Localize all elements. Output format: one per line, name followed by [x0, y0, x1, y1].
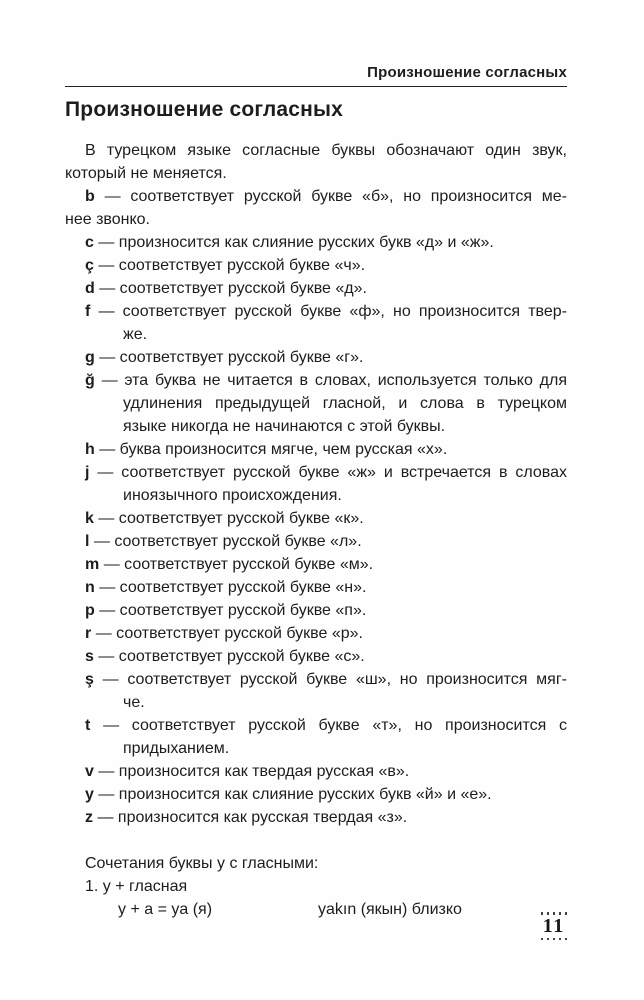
- consonant-entry: [65, 599, 567, 622]
- consonant-entry: [65, 438, 567, 461]
- page-content: [65, 0, 567, 921]
- consonant-line: [65, 645, 567, 668]
- consonant-line: [65, 714, 567, 737]
- consonant-entry: [65, 254, 567, 277]
- consonant-entry: [65, 714, 567, 760]
- consonant-letter: d: [85, 280, 95, 297]
- consonant-entry: [65, 668, 567, 714]
- intro-paragraph: [65, 139, 567, 185]
- header-divider-rule: [65, 86, 567, 87]
- consonant-line: [65, 507, 567, 530]
- consonant-line: [65, 369, 567, 392]
- consonant-continuation-line: удлинения предыдущей гласной, и слова в турецком: [123, 395, 567, 412]
- consonant-line: [65, 622, 567, 645]
- consonant-letter: z: [85, 809, 93, 826]
- consonant-letter: n: [85, 579, 95, 596]
- consonant-letter: f: [85, 303, 91, 320]
- consonant-description: — соответствует русской букве «м».: [103, 556, 374, 573]
- consonant-line: [65, 461, 567, 484]
- consonant-entry: [65, 553, 567, 576]
- consonant-line: [65, 277, 567, 300]
- consonant-description: — соответствует русской букве «б», но произносится ме-: [104, 188, 567, 205]
- consonant-description: — соответствует русской букве «ж» и встречается в словах: [97, 464, 567, 481]
- consonant-letter: s: [85, 648, 94, 665]
- consonant-description: — соответствует русской букве «р».: [95, 625, 363, 642]
- consonant-entry: [65, 461, 567, 507]
- consonant-continuation-line: придыханием.: [123, 740, 230, 757]
- consonant-line: [65, 599, 567, 622]
- consonant-letter: v: [85, 763, 94, 780]
- consonant-letter: j: [85, 464, 90, 481]
- consonant-entry: [65, 576, 567, 599]
- consonant-line: [65, 231, 567, 254]
- consonant-entry: [65, 185, 567, 231]
- combination-formula: y + a = ya (я): [118, 901, 213, 918]
- consonant-entry: [65, 369, 567, 438]
- consonant-line: [65, 553, 567, 576]
- consonant-list: [65, 185, 567, 829]
- consonant-letter: g: [85, 349, 95, 366]
- consonant-entry: [65, 277, 567, 300]
- consonant-letter: ş: [85, 671, 94, 688]
- consonant-description: — соответствует русской букве «т», но произносится с: [103, 717, 567, 734]
- consonant-line: [65, 783, 567, 806]
- consonant-letter: ç: [85, 257, 94, 274]
- consonant-line: [65, 254, 567, 277]
- page-title: Произношение согласных: [65, 98, 344, 121]
- consonant-line: [65, 438, 567, 461]
- page-number-dots-bottom: [541, 938, 568, 941]
- page-number-block: [541, 910, 568, 942]
- consonant-description: — соответствует русской букве «д».: [99, 280, 367, 297]
- consonant-description: — соответствует русской букве «с».: [98, 648, 365, 665]
- consonant-entry: [65, 645, 567, 668]
- consonant-line: [65, 300, 567, 323]
- consonant-description: — эта буква не читается в словах, используется только для: [101, 372, 567, 389]
- consonant-description: — соответствует русской букве «ш», но произносится мяг-: [102, 671, 567, 688]
- consonant-letter: ğ: [85, 372, 95, 389]
- consonant-description: — соответствует русской букве «ф», но произносится твер-: [98, 303, 567, 320]
- consonant-line: [65, 806, 567, 829]
- combinations-heading: Сочетания буквы y с гласными:: [85, 855, 319, 872]
- consonant-entry: [65, 806, 567, 829]
- consonant-letter: t: [85, 717, 91, 734]
- consonant-letter: h: [85, 441, 95, 458]
- consonant-letter: m: [85, 556, 100, 573]
- consonant-line: [65, 346, 567, 369]
- consonant-description: — буква произносится мягче, чем русская «х».: [99, 441, 448, 458]
- consonant-description: — соответствует русской букве «к».: [98, 510, 364, 527]
- consonant-entry: [65, 530, 567, 553]
- consonant-description: — произносится как слияние русских букв «й» и «е».: [98, 786, 492, 803]
- consonant-line: [65, 530, 567, 553]
- combinations-section: [65, 852, 567, 921]
- combination-example: yakın (якын) близко: [318, 901, 462, 918]
- running-header: Произношение согласных: [367, 64, 567, 81]
- consonant-continuation-line: же.: [123, 326, 148, 343]
- consonant-entry: [65, 507, 567, 530]
- consonant-continuation-line: нее звонко.: [65, 211, 150, 228]
- consonant-line: [65, 576, 567, 599]
- body-text: [65, 139, 567, 829]
- consonant-description: — произносится как твердая русская «в».: [98, 763, 410, 780]
- consonant-letter: c: [85, 234, 94, 251]
- consonant-letter: k: [85, 510, 94, 527]
- combination-example-row: [65, 898, 567, 921]
- consonant-line: [65, 760, 567, 783]
- consonant-description: — соответствует русской букве «н».: [99, 579, 367, 596]
- consonant-description: — соответствует русской букве «г».: [99, 349, 364, 366]
- intro-line: В турецком языке согласные буквы обозначают один звук,: [85, 142, 567, 159]
- consonant-entry: [65, 231, 567, 254]
- intro-line: который не меняется.: [65, 165, 227, 182]
- consonant-continuation-line: иноязычного происхождения.: [123, 487, 342, 504]
- consonant-continuation-line: языке никогда не начинаются с этой буквы.: [123, 418, 446, 435]
- consonant-letter: b: [85, 188, 95, 205]
- consonant-letter: r: [85, 625, 92, 642]
- consonant-letter: p: [85, 602, 95, 619]
- consonant-line: [65, 668, 567, 691]
- consonant-description: — произносится как слияние русских букв «д» и «ж».: [98, 234, 494, 251]
- consonant-description: — соответствует русской букве «п».: [99, 602, 367, 619]
- consonant-entry: [65, 346, 567, 369]
- consonant-line: [65, 185, 567, 208]
- consonant-entry: [65, 783, 567, 806]
- combinations-item: 1. y + гласная: [85, 878, 188, 895]
- consonant-entry: [65, 300, 567, 346]
- consonant-entry: [65, 622, 567, 645]
- consonant-letter: y: [85, 786, 94, 803]
- page-number: 11: [542, 914, 565, 937]
- consonant-continuation-line: че.: [123, 694, 145, 711]
- consonant-description: — произносится как русская твердая «з».: [97, 809, 408, 826]
- consonant-letter: l: [85, 533, 90, 550]
- consonant-entry: [65, 760, 567, 783]
- consonant-description: — соответствует русской букве «л».: [93, 533, 362, 550]
- consonant-description: — соответствует русской букве «ч».: [98, 257, 366, 274]
